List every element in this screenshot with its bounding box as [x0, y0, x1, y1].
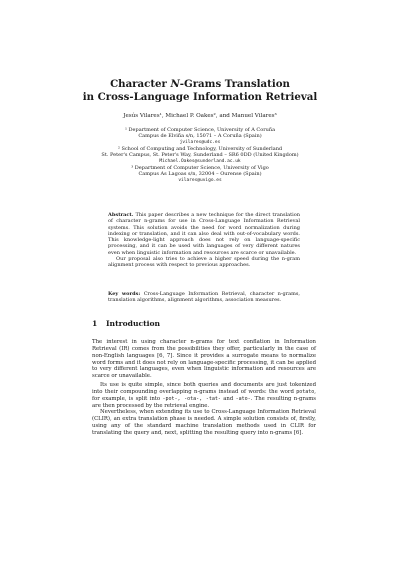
- para2-and: and: [220, 395, 236, 402]
- para2-text-a: Its use is quite simple, since both queries and documents are just tokenized into their compounding overlapping n-grams instead of words: the word: [92, 382, 316, 395]
- affiliation-address: St. Peter's Campus, St. Peter's Way, Sunderland – SR6 0DD (United Kingdom): [101, 152, 299, 159]
- section-number: 1: [92, 319, 98, 328]
- title-line-1: [0, 78, 400, 91]
- email-link[interactable]: jvilares@udc.es: [179, 139, 221, 145]
- title-text-post: -Grams Translation: [179, 78, 290, 90]
- section-heading: [92, 319, 160, 328]
- paper-title: [0, 78, 400, 104]
- affiliation-line: ¹ Department of Computer Science, University of A Coruña: [124, 127, 276, 133]
- email-link[interactable]: vilares@uvigo.es: [178, 177, 222, 183]
- affiliation-3: [0, 165, 400, 184]
- keywords-label: Key words:: [108, 291, 141, 297]
- author-list: Jesús Vilares¹, Michael P. Oakes², and Manuel Vilares³: [123, 113, 277, 119]
- title-italic-n: N: [170, 78, 180, 90]
- section-title: Introduction: [106, 319, 161, 328]
- affiliation-1: [0, 127, 400, 146]
- keywords: [108, 291, 300, 304]
- affiliation-2: [0, 146, 400, 165]
- body-paragraph-2: [92, 382, 316, 409]
- affiliations: [0, 127, 400, 184]
- abstract-paragraph-2: Our proposal also tries to achieve a higher speed during the n-gram alignment process with respect to previous approaches.: [108, 256, 300, 269]
- code-ngram-last: -ato-: [235, 395, 251, 402]
- code-word: potato: [296, 388, 315, 395]
- body-paragraph-3: Nevertheless, when extending its use to Cross-Language Information Retrieval (CLIR), an extra translation phase is needed. A simple solution consists of, firstly, using any of the standard machine translation methods used in CLIR for translating the query and, next, splitting the resulting query into n-grams [6].: [92, 409, 316, 436]
- affiliation-address: Campus As Lagoas s/n, 32004 – Ourense (Spain): [138, 171, 262, 178]
- abstract-text: This paper describes a new technique for the direct translation of character n-grams for use in Cross-Language Information Retrieval systems. This solution avoids the need for word normalization during indexing or translation, and it can also deal with out-of-vocabulary words. This knowledge-light approach does not rely on language-specific processing, and it can be used with languages of very different natures even when linguistic information and resources are scarce or unavailable.: [108, 212, 301, 256]
- body-paragraph-1: The interest in using character n-grams for text conflation in Information Retrieval (IR) comes from the possibilities they offer, particularly in the case of non-English languages [6, 7]. Since it provides a surrogate means to normalize word forms and it does not rely on language-specific processing, it can be applied to very different languages, even when linguistic information and resources are scarce or unavailable.: [92, 339, 316, 380]
- code-ngrams: -pot-, -ota-, -tat-: [162, 395, 221, 402]
- para2-text-c: . The resulting n-grams are then processed by the retrieval engine.: [92, 395, 317, 409]
- title-text-pre: Character: [110, 78, 171, 90]
- email-link[interactable]: Michael.Oakes@sunderland.ac.uk: [159, 158, 241, 164]
- affiliation-address: Campus de Elviña s/n, 15071 – A Coruña (Spain): [138, 133, 262, 140]
- abstract-paragraph: [108, 212, 300, 256]
- para2-text-b: , for example, is split into: [92, 388, 316, 402]
- abstract: [108, 212, 300, 269]
- keywords-text: Cross-Language Information Retrieval, character n-grams, translation algorithms, alignment algorithms, association measures.: [108, 291, 300, 304]
- affiliation-line: ³ Department of Computer Science, University of Vigo: [131, 165, 269, 172]
- affiliation-line: ² School of Computing and Technology, University of Sunderland: [117, 146, 283, 153]
- title-line-2: in Cross-Language Information Retrieval: [82, 91, 318, 103]
- abstract-label: Abstract.: [108, 212, 134, 218]
- section-body: [92, 339, 316, 437]
